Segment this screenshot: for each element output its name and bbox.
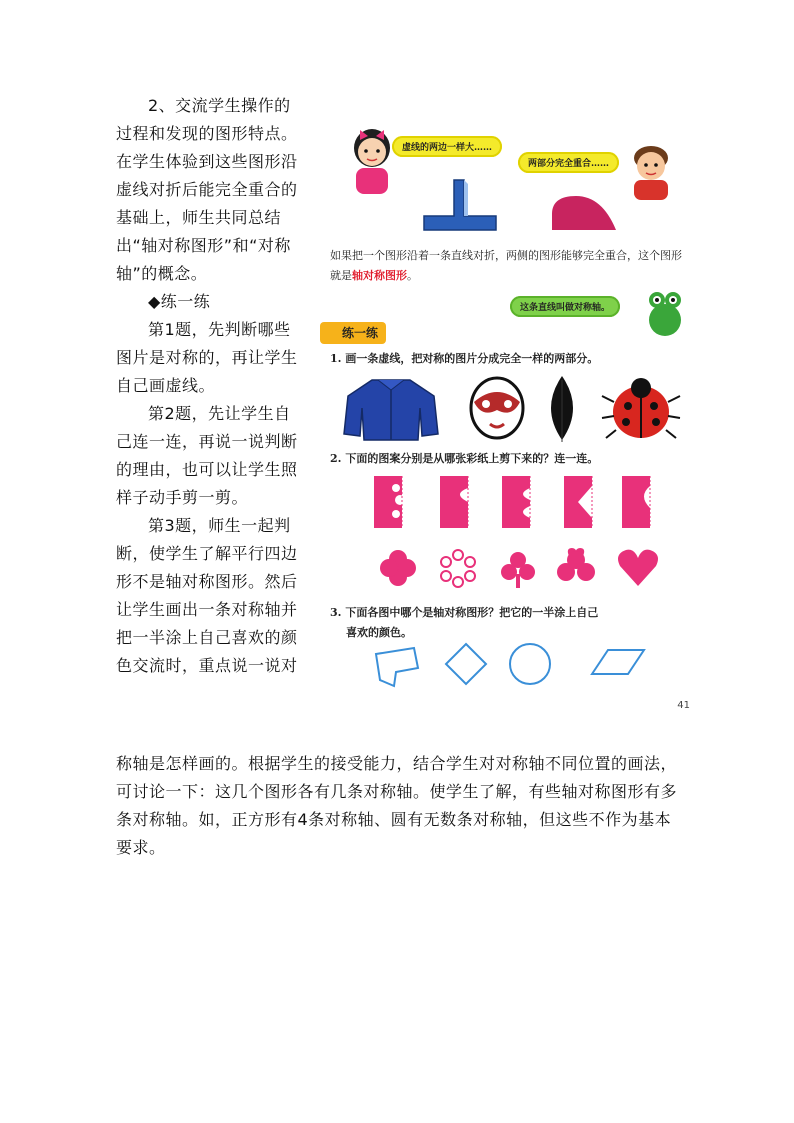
circle-shape: [510, 644, 550, 684]
boy-illustration: [626, 140, 676, 200]
paragraph-q3: 第3题，师生一起判断，使学生了解平行四边形不是轴对称图形。然后让学生画出一条对称轴并把一半涂上自己喜欢的颜色交流时，重点说一说对: [116, 516, 298, 675]
page-number: 41: [677, 700, 690, 711]
heading-practice: ◆练一练: [148, 292, 211, 311]
cutout-patterns-row: [376, 546, 676, 590]
definition-text: 如果把一个图形沿着一条直线对折，两侧的图形能够完全重合，这个图形就是轴对称图形。: [330, 249, 682, 282]
paragraph-q2: 第2题，先让学生自己连一连，再说一说判断的理由，也可以让学生照样子动手剪一剪。: [116, 404, 298, 507]
pentagon-shape: [376, 648, 418, 686]
frog-illustration: [642, 286, 688, 338]
question-2: 2. 下面的图案分别是从哪张彩纸上剪下来的？连一连。: [330, 452, 599, 465]
ladybug-icon: [600, 372, 682, 444]
paragraph-exchange: 2、交流学生操作的过程和发现的图形特点。在学生体验到这些图形沿虚线对折后能完全重合的基础上，师生共同总结出“轴对称图形”和“对称轴”的概念。: [116, 96, 298, 283]
folded-papers-row: [372, 474, 682, 530]
blue-shape-illustration: [416, 176, 506, 236]
parallelogram-shape: [592, 650, 644, 674]
jacket-icon: [342, 374, 440, 442]
pink-shape-illustration: [546, 192, 626, 234]
paragraph-q1: 第1题，先判断哪些图片是对称的，再让学生自己画虚线。: [116, 320, 298, 395]
bubble-girl: 虚线的两边一样大……: [392, 136, 502, 157]
bubble-frog: 这条直线叫做对称轴。: [510, 296, 620, 317]
question-1: 1. 画一条虚线，把对称的图片分成完全一样的两部分。: [330, 352, 599, 365]
bubble-boy: 两部分完全重合……: [518, 152, 619, 173]
definition-term: 轴对称图形: [352, 269, 407, 282]
question-3-line2: 喜欢的颜色。: [346, 626, 412, 639]
opera-mask-icon: [466, 374, 528, 442]
square-shape: [446, 644, 486, 684]
exercise-header: 练一练: [320, 322, 386, 344]
girl-illustration: [342, 122, 402, 194]
blue-shapes-row: [370, 640, 670, 690]
textbook-page-image: [320, 100, 700, 720]
left-text-column: [116, 92, 306, 680]
paragraph-continuation: 称轴是怎样画的。根据学生的接受能力，结合学生对对称轴不同位置的画法，可讨论一下：这几个图形各有几条对称轴。使学生了解，有些轴对称图形有多条对称轴。如，正方形有4条对称轴、圆有无数条对称轴，但这些不作为基本要求。: [116, 754, 678, 857]
question-3-line1: 3. 下面各图中哪个是轴对称图形？把它的一半涂上自己: [330, 606, 599, 619]
bottom-text: [116, 750, 686, 862]
leaf-icon: [538, 374, 586, 444]
